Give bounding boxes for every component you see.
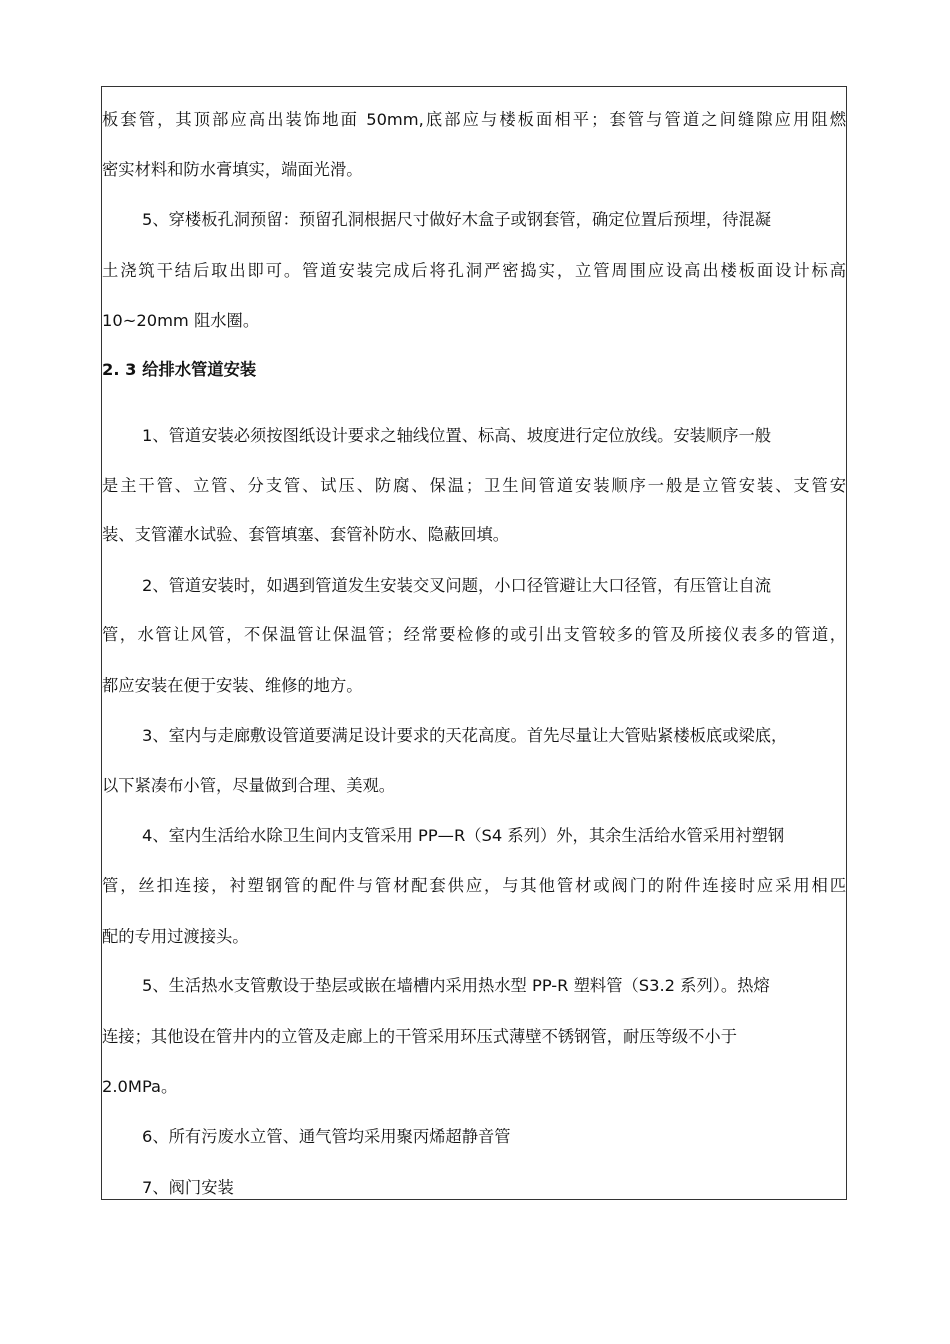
row-divider-tick (846, 1155, 847, 1173)
paragraph-line: 配的专用过渡接头。 (102, 927, 249, 946)
paragraph-line: 土浇筑干结后取出即可。管道安装完成后将孔洞严密捣实，立管周围应设高出楼板面设计标高 (102, 261, 846, 280)
paragraph-line: 4、室内生活给水除卫生间内支管采用 PP—R（S4 系列）外，其余生活给水管采用衬塑钢 (142, 826, 785, 845)
paragraph-line: 管，水管让风管，不保温管让保温管；经常要检修的或引出支管较多的管及所接仪表多的管道， (102, 625, 846, 644)
row-divider-tick (846, 352, 847, 370)
paragraph-line: 7、阀门安装 (142, 1178, 234, 1197)
paragraph-line: 10~20mm 阻水圈。 (102, 311, 260, 330)
paragraph-line: 以下紧凑布小管，尽量做到合理、美观。 (102, 776, 396, 795)
paragraph-line: 5、穿楼板孔洞预留：预留孔洞根据尺寸做好木盒子或钢套管，确定位置后预埋，待混凝 (142, 210, 772, 229)
paragraph-line: 5、生活热水支管敷设于垫层或嵌在墙槽内采用热水型 PP-R 塑料管（S3.2 系列）。热熔 (142, 976, 770, 995)
paragraph-line: 3、室内与走廊敷设管道要满足设计要求的天花高度。首先尽量让大管贴紧楼板底或梁底， (142, 726, 788, 745)
paragraph-line: 管，丝扣连接，衬塑钢管的配件与管材配套供应，与其他管材或阀门的附件连接时应采用相匹 (102, 876, 846, 895)
paragraph-line: 2.0MPa。 (102, 1077, 178, 1096)
paragraph-line: 板套管，其顶部应高出装饰地面 50mm,底部应与楼板面相平；套管与管道之间缝隙应用阻燃 (102, 110, 846, 129)
paragraph-line: 2、管道安装时，如遇到管道发生安装交叉问题，小口径管避让大口径管，有压管让自流 (142, 576, 772, 595)
section-heading: 2. 3 给排水管道安装 (102, 360, 257, 379)
paragraph-line: 1、管道安装必须按图纸设计要求之轴线位置、标高、坡度进行定位放线。安装顺序一般 (142, 426, 772, 445)
paragraph-line: 是主干管、立管、分支管、试压、防腐、保温；卫生间管道安装顺序一般是立管安装、支管安 (102, 476, 846, 495)
paragraph-line: 连接；其他设在管井内的立管及走廊上的干管采用环压式薄壁不锈钢管，耐压等级不小于 (102, 1027, 737, 1046)
paragraph-line: 装、支管灌水试验、套管填塞、套管补防水、隐蔽回填。 (102, 525, 510, 544)
paragraph-line: 都应安装在便于安装、维修的地方。 (102, 676, 363, 695)
paragraph-line: 密实材料和防水膏填实，端面光滑。 (102, 160, 363, 179)
row-divider-tick (101, 1155, 102, 1173)
paragraph-line: 6、所有污废水立管、通气管均采用聚丙烯超静音管 (142, 1127, 511, 1146)
